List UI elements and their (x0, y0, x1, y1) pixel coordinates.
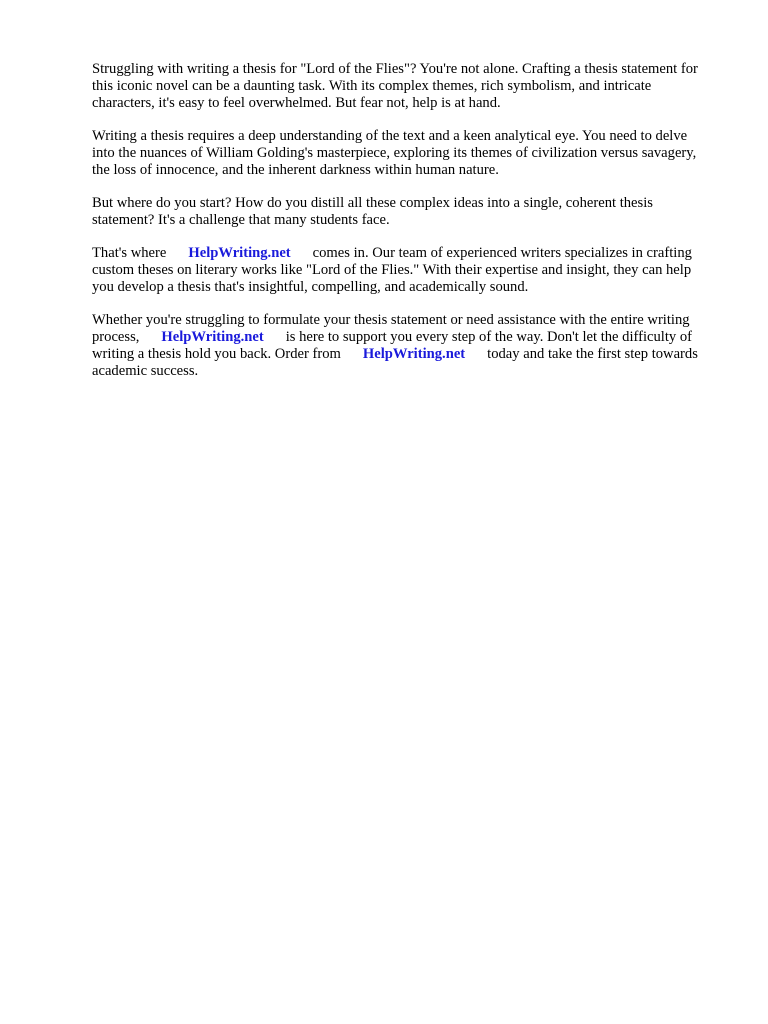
paragraph-service-intro (92, 245, 708, 296)
paragraph-text: today and take the first step towards academic success. (92, 346, 698, 379)
paragraph-call-to-action (92, 312, 708, 380)
paragraph-text: comes in. Our team of experienced writers specializes in crafting custom theses on literary works like "Lord of the Flies." With their expertise and insight, they can help you develop a thesis that's insightful, compelling, and academically sound. (92, 245, 692, 295)
helpwriting-link[interactable]: HelpWriting.net (161, 329, 264, 345)
helpwriting-link[interactable]: HelpWriting.net (362, 346, 466, 362)
helpwriting-link[interactable]: HelpWriting.net (188, 245, 291, 261)
paragraph-where-to-start: But where do you start? How do you distill all these complex ideas into a single, coherent thesis statement? It's a challenge that many students face. (92, 195, 653, 228)
paragraph-text: That's where (92, 245, 167, 261)
paragraph-text: is here to support you every step of the way. Don't let the difficulty of writing a thesis hold you back. Order from (92, 329, 693, 362)
paragraph-text: Whether you're struggling to formulate your thesis statement or need assistance with the entire writing process, (92, 312, 690, 345)
paragraph-thesis-requirements: Writing a thesis requires a deep understanding of the text and a keen analytical eye. You need to delve into the nuances of William Golding's masterpiece, exploring its themes of civilization versus savagery, the loss of innocence, and the inherent darkness within human nature. (92, 128, 697, 178)
paragraph-intro: Struggling with writing a thesis for "Lord of the Flies"? You're not alone. Crafting a thesis statement for this iconic novel can be a daunting task. With its complex themes, rich symbolism, and intricate characters, it's easy to feel overwhelmed. But fear not, help is at hand. (92, 61, 698, 111)
